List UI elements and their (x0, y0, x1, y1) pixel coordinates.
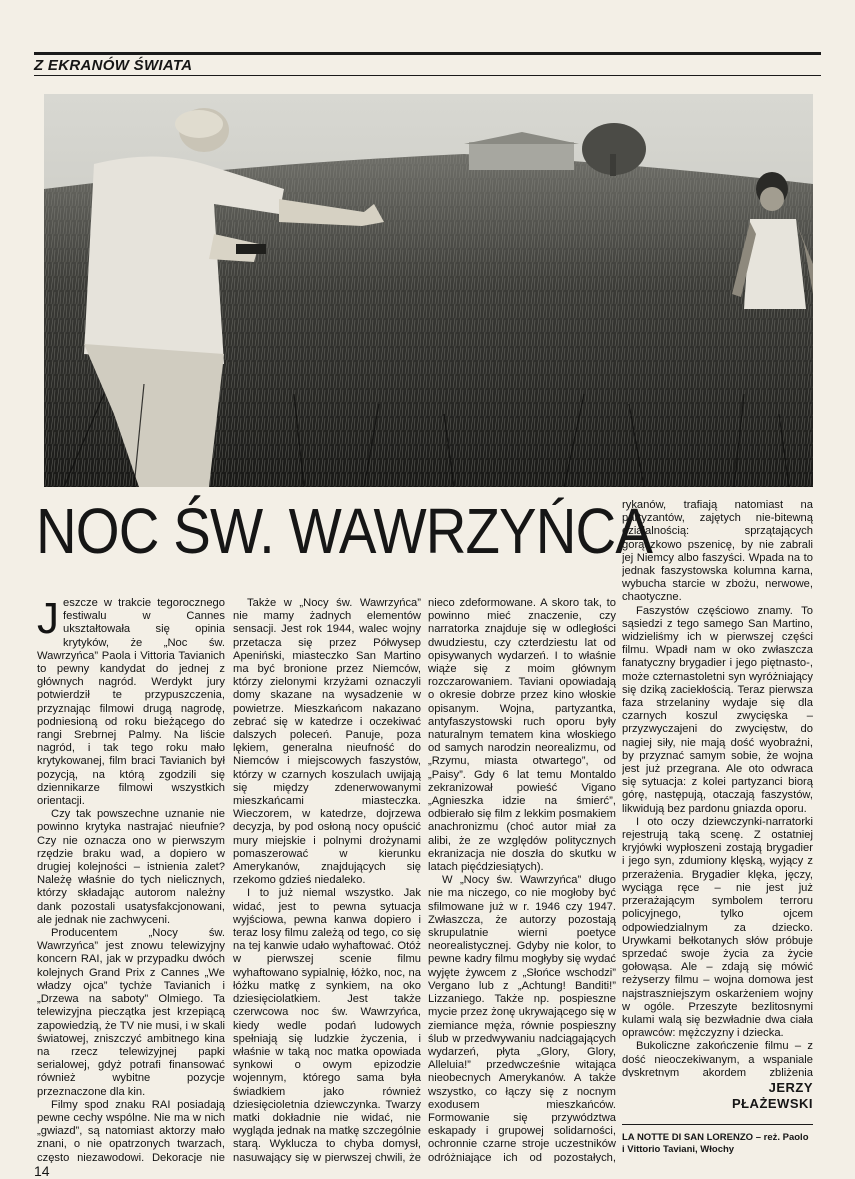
lead-text: eszcze w trakcie tegorocznego festiwalu w Cannes ukształtowała się opinia krytyków, że „Noc św. Wawrzyńca” Paola i Vittoria Tavianich to pewny kandydat do jednej z głównych nagród. Werdykt jury potwierdził te przypuszczenia, przyznając filmowi drugą nagrodę, podniesioną od roku bieżącego do rangi Srebrnej Palmy. Na liście nagród, i tak tego roku mało krytykowanej, film braci Tavianich był pozycją, na którą zgodzili się dziennikarze filmowi wszystkich orientacji. (37, 597, 225, 808)
paragraph: Także w „Nocy św. Wawrzyńca” nie mamy żadnych elementów sensacji. Jest rok 1944, walec wojny przetacza się przez Półwysep Apeniński, miasteczko San Martino ma być bronione przez Niemców, którzy zielonymi krzyżami oznaczyli domy skazane na wysadzenie w powietrze. Mieszkańcom nakazano zebrać się w katedrze i oczekiwać dalszych poleceń. Panuje, poza lękiem, generalna nieufność do Niemców i miejscowych faszystów, którzy w czarnych koszulach uwijają się między zdenerwowanymi mieszkańcami miasteczka. Wieczorem, w katedrze, dojrzewa decyzja, by pod osłoną nocy opuścić mury miejskie i polnymi drożynami pomaszerować w kierunku Amerykanów, znajdujących się rzekomo gdzieś niedaleko. (233, 597, 421, 887)
top-rule (34, 52, 821, 55)
article-title: NOC ŚW. WAWRZYŃCA (36, 495, 652, 567)
author-first-name: JERZY (768, 1080, 813, 1095)
photo-caption (622, 1132, 813, 1156)
caption-credits: – reż. Paolo i Vittorio Taviani, Włochy (622, 1132, 809, 1155)
paragraph: Czy tak powszechne uznanie nie powinno krytyka nastrajać nieufnie? Czy nie oznacza ono w pierwszym rzędzie braku wad, a dopiero w drugiej kolejności – istnienia zalet? Należę właśnie do tych nielicznych, którzy składając autorom należny dank pozostali usatysfakcjonowani, ale jednak nie zachwyceni. (37, 808, 225, 926)
paragraph: rykanów, trafiają natomiast na partyzantów, zajętych nie-bitewną działalnością: sprzątających gorączkowo pszenicę, by nie zabrali jej Niemcy albo faszyści. Wpada na to jednak faszystowska kolumna karna, wybucha starcie w zbożu, nerwowe, chaotyczne. (622, 499, 813, 604)
paragraph: Faszystów częściowo znamy. To sąsiedzi z tego samego San Martino, widzieliśmy ich w pierwszej części filmu. Wpadł nam w oko zwłaszcza fanatyczny brygadier i jego piętnasto-, może czternastoletni syn wyróżniający się dziką zaciekłością. Teraz pierwsza faza strzelaniny wydaje się dla czarnych koszul zwycięska – przyzwyczajeni do zwycięstw, do nagiej siły, nie mają dość wyobraźni, by przyznać samym sobie, że wojna jest już przegrana. Ale oto odwraca się sytuacja: z kolei partyzanci biorą górę, następują, otaczają faszystów, likwidują bez pardonu gniazda oporu. (622, 604, 813, 815)
caption-rule (622, 1124, 813, 1125)
paragraph: Filmy spod znaku RAI posiadają pewne cechy wspólne. Nie ma w nich „gwiazd”, są natomiast aktorzy mało znani, o nie opatrzonych twarzach, często niezawodowi. Dekoracje nie (37, 1098, 225, 1163)
caption-title: LA NOTTE DI SAN LORENZO (622, 1132, 754, 1143)
column-2 (233, 597, 421, 1163)
section-rule (34, 75, 821, 76)
paragraph: W „Nocy św. Wawrzyńca” długo nie ma niczego, co nie mogłoby być sfilmowane już w r. 1946 czy 1947. Zwłaszcza, że autorzy pozostają skrupulatnie wierni poetyce neorealistycznej. Gdyby nie kolor, to pewne kadry filmu mogłyby się wydać wyjęte żywcem z „Słońce wschodzi” Vergano lub z „Achtung! Banditi!” Lizzaniego. Także np. pospieszne mycie przez żonę ukrywającego się w ziemiance męża, równie pospieszny ślub w przedwywaniu nadciągających wydarzeń, płyta „Glory, Glory, Alleluia!” przedwcześnie witająca nieobecnych Amerykanów. A także wszystko, co łączy się z nocnym exodusem mieszkańców. Formowanie się przywództwa eskapady i grupowej solidarności, ochronnie czarne stroje uczestników odróżniające ich od pozostałych, (428, 874, 616, 1163)
column-4 (622, 499, 813, 1077)
lead-paragraph (37, 597, 225, 808)
paragraph: I oto oczy dziewczynki-narratorki rejestrują taką scenę. Z ostatniej kryjówki wypłoszeni zostają brygadier i jego syn, zdumiony klęską, wyjący z przerażenia. Brygadier klęka, jęczy, wyciąga ręce – nie jest już przerażającym symbolem terroru policyjnego, tylko ojcem odpowiedzialnym za dziecko. Urywkami bełkotanych słów próbuje sprzedać swoje życia za życie gołowąsa. Ale – zdają się mówić reżyserzy filmu – wojna domowa jest najstraszniejszym oskarżeniem wojny w ogóle. Przeszyte bezlitosnymi kulami walą się bezwładnie dwa ciała oprawców: mężczyzny i dziecka. (622, 815, 813, 1040)
page-number: 14 (34, 1163, 50, 1179)
paragraph: I to już niemal wszystko. Jak widać, jest to pewna sytuacja wyjściowa, pewna kanwa dopiero i teraz losy filmu zależą od tego, co się na tej kanwie udało wyhaftować. Otóż w pierwszej scenie filmu wyhaftowano sypialnię, łóżko, noc, na łóżku matkę z synkiem, na oko dziesięciolatkiem. Jest także czerwcowa noc św. Wawrzyńca, kiedy wedle podań ludowych spełniają się ludzkie życzenia, i właśnie w taką noc matka opowiada synkowi o owym epizodzie wojennym, którego sama była świadkiem jako również dziesięcioletnia dziewczynka. Twarzy matki dokładnie nie widać, nie wygląda jednak na matkę szczególnie starą. Wyklucza to chyba domysł, nasuwający się w pierwszej chwili, że (233, 887, 421, 1163)
column-3 (428, 597, 616, 1163)
drop-cap: J (37, 597, 59, 643)
section-header: Z EKRANÓW ŚWIATA (34, 57, 193, 74)
author-byline (622, 1080, 813, 1112)
film-still-photo (44, 94, 813, 487)
paragraph: Producentem „Nocy św. Wawrzyńca” jest znowu telewizyjny koncern RAI, jak w przypadku dwóch kolejnych Grand Prix z Cannes „We władzy ojca” tychże Tavianich i „Drzewa na saboty” Olmiego. Ta telewizyjna pieczątka jest krzepiącą zapowiedzią, że TV nie musi, i w skali światowej, zniszczyć ambitnego kina na rzecz telewizyjnej papki serialowej, gdyż potrafi finansować również wybitne pozycje przeznaczone dla kin. (37, 927, 225, 1098)
paragraph: nieco zdeformowane. A skoro tak, to powinno mieć znaczenie, czy narratorka znajduje się w odległości dwudziestu, czy czterdziestu lat od opisywanych wydarzeń. I to właśnie wiąże się z moim głównym rozczarowaniem. Taviani opowiadają o okresie dobrze przez kino włoskie opisanym. Wojna, partyzantka, antyfaszystowski ruch oporu były naturalnym tematem kina włoskiego od samych narodzin neorealizmu, od „Rzymu, miasta otwartego”, od „Paisy”. Gdy 6 lat temu Montaldo zekranizował powieść Vigano „Agnieszka idzie na śmierć”, odbierało się film z lekkim posmakiem anachronizmu (choć autor miał za alibi, że ze względów politycznych ekranizacja nie doszła do skutku w latach pięćdziesiątych). (428, 597, 616, 874)
author-last-name: PŁAŻEWSKI (731, 1096, 813, 1111)
paragraph: Bukoliczne zakończenie filmu – z dość nieoczekiwanym, a wspaniale dyskretnym akordem zbliżenia (622, 1040, 813, 1077)
column-1 (37, 597, 225, 1163)
